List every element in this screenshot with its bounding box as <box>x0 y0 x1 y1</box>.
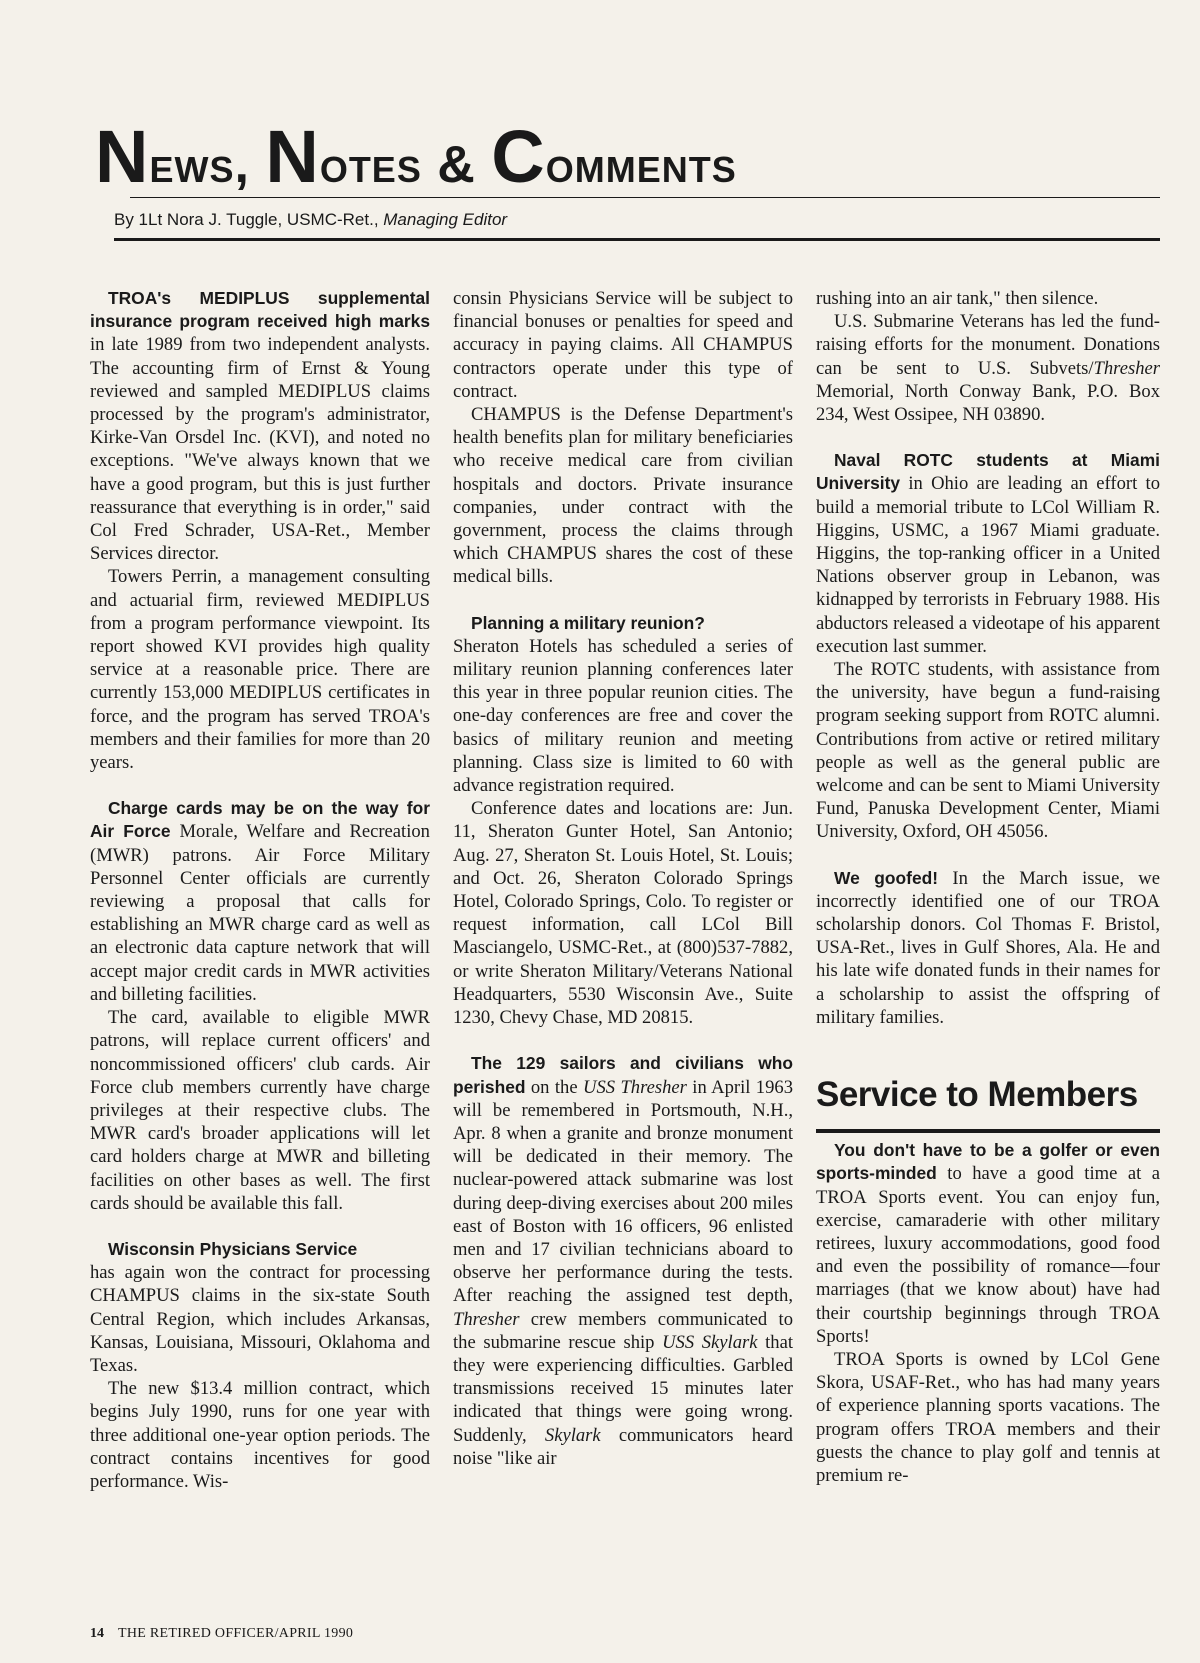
article-reunion-paragraph: Conference dates and locations are: Jun. 11, Sheraton Gunter Hotel, San Antonio; Aug. 27, Sheraton St. Louis Hotel, St. Louis; and Oct. 26, Sheraton Colorado Springs Hotel, Colorado Springs, Colo. To register or request information, call LCol Bill Masciangelo, USMC-Ret., at (800)537-7882, or write Sheraton Military/Veterans National Headquarters, 5530 Wisconsin Ave., Suite 1230, Chevy Chase, MD 20815. <box>453 798 793 1029</box>
publication-line: THE RETIRED OFFICER/APRIL 1990 <box>118 1626 354 1641</box>
byline-author: By 1Lt Nora J. Tuggle, USMC-Ret., <box>114 210 384 229</box>
article-thresher-paragraph <box>816 310 1160 426</box>
article-correction-lead <box>816 867 1160 1029</box>
article-thresher-text-4: that they were experiencing difficulties. Garbled transmissions received 15 minutes later indicated that things were going wrong. Suddenly, <box>453 1331 793 1446</box>
article-wps-continued: consin Physicians Service will be subject to financial bonuses or penalties for speed and accuracy in paying claims. All CHAMPUS contractors operate under this type of contract. <box>453 288 793 402</box>
title-word-comments: omments <box>545 136 737 194</box>
article-mediplus-headline: TROA's MEDIPLUS supplemental insurance program received high marks <box>90 288 430 332</box>
ship-name-skylark-2: Skylark <box>544 1424 601 1446</box>
article-correction-text: In the March issue, we incorrectly identified one of our TROA scholarship donors. Col Thomas F. Bristol, USA-Ret., lives in Gulf Shores, Ala. He and his late wife donated funds in their names for a scholarship to assist the offspring of military families. <box>816 867 1160 1028</box>
article-rotc-lead <box>816 449 1160 658</box>
title-initial-n: N <box>95 115 150 198</box>
article-rotc-headline: Naval ROTC students at Miami University <box>816 450 1160 494</box>
article-wps-text: has again won the contract for processing CHAMPUS claims in the six-state South Central Region, which includes Arkansas, Kansas, Louisiana, Missouri, Oklahoma and Texas. <box>90 1262 430 1376</box>
article-thresher-donation-text-2: Memorial, North Conway Bank, P.O. Box 234, West Ossipee, NH 03890. <box>816 380 1160 426</box>
title-word-news: ews, <box>149 136 266 194</box>
column-left <box>90 287 430 1493</box>
byline-role: Managing Editor <box>383 210 508 229</box>
title-word-notes: otes & <box>319 136 492 194</box>
article-reunion-text: Sheraton Hotels has scheduled a series of military reunion planning conferences later this year in three popular reunion cities. The one-day conferences are free and cover the basics of military reunion and meeting planning. Class size is limited to 60 with advance registration required. <box>453 635 793 797</box>
article-rotc-paragraph: The ROTC students, with assistance from the university, have begun a fund-raising program seeking support from ROTC alumni. Contributions from active or retired military people as well as the general public are welcome and can be sent to Miami University Fund, Panuska Development Center, Miami University, Oxford, OH 45056. <box>816 659 1160 843</box>
article-mediplus-text: in late 1989 from two independent analysts. The accounting firm of Ernst & Young reviewed and sampled MEDIPLUS claims processed by the program's administrator, Kirke-Van Orsdel Inc. (KVI), and noted no exceptions. "We've always known that we have a good program, but this is just further reassurance that everything is in order," said Col Fred Schrader, USA-Ret., Member Services director. <box>90 334 430 565</box>
ship-name-skylark: USS Skylark <box>662 1331 758 1353</box>
article-reunion-headline: Planning a military reunion? <box>471 612 705 633</box>
page-number: 14 <box>90 1626 104 1641</box>
article-wps-headline: Wisconsin Physicians Service <box>108 1238 358 1259</box>
article-thresher-text-1: on the <box>525 1076 584 1098</box>
ship-name-thresher-2: Thresher <box>453 1308 520 1330</box>
article-thresher-continued: rushing into an air tank," then silence. <box>816 288 1099 309</box>
article-thresher-donation-text-1: U.S. Submarine Veterans has led the fund-raising efforts for the monument. Donations can be sent to U.S. Subvets/ <box>816 311 1160 379</box>
page-title <box>95 115 737 198</box>
article-charge-cards-text: Morale, Welfare and Recreation (MWR) patrons. Air Force Military Personnel Center officials are currently reviewing a proposal that calls for establishing an MWR charge card as well as an electronic data capture network that will accept major credit cards in MWR activities and billeting facilities. <box>90 821 430 1005</box>
article-charge-cards-headline: Charge cards may be on the way for Air Force <box>90 798 430 842</box>
section-divider <box>816 1129 1160 1133</box>
article-mediplus-paragraph: Towers Perrin, a management consulting and actuarial firm, reviewed MEDIPLUS from a program performance viewpoint. Its report showed KVI provides high quality service at a reasonable price. There are currently 153,000 MEDIPLUS certificates in force, and the program has served TROA's members and their families for more than 20 years. <box>90 566 430 774</box>
section-heading-service-to-members: Service to Members <box>816 1075 1138 1115</box>
article-charge-cards-lead <box>90 797 430 1006</box>
article-thresher-lead <box>453 1052 793 1470</box>
article-wps-paragraph: The new $13.4 million contract, which begins July 1990, runs for one year with three additional one-year option periods. The contract contains incentives for good performance. Wis- <box>90 1378 430 1492</box>
article-reunion-lead <box>453 612 793 635</box>
article-thresher-text-2: in April 1963 will be remembered in Portsmouth, N.H., Apr. 8 when a granite and bronze monument will be dedicated in their memory. The nuclear-powered attack submarine was lost during deep-diving exercises about 200 miles east of Boston with 16 officers, 96 enlisted men and 17 civilian technicians aboard to observe her performance during the tests. After reaching the assigned test depth, <box>453 1076 793 1307</box>
article-mediplus-lead <box>90 287 430 565</box>
article-thresher-text-3: crew members communicated to the submarine rescue ship <box>453 1308 793 1353</box>
article-troa-sports-paragraph: TROA Sports is owned by LCol Gene Skora, USAF-Ret., who has had many years of experience planning sports vacations. The program offers TROA members and their guests the chance to play golf and tennis at premium re- <box>816 1348 1160 1486</box>
column-right <box>816 287 1160 1487</box>
article-troa-sports-lead <box>816 1139 1160 1348</box>
article-troa-sports-headline: You don't have to be a golfer or even sports-minded <box>816 1140 1160 1184</box>
page-footer <box>90 1626 353 1642</box>
article-troa-sports-text: to have a good time at a TROA Sports event. You can enjoy fun, exercise, camaraderie with other military retirees, luxury accommodations, good food and even the possibility of romance—four marriages (that we know about) have had their courtship beginnings through TROA Sports! <box>816 1163 1160 1347</box>
article-thresher-text-5: communicators heard noise "like air <box>453 1424 793 1469</box>
article-champus-paragraph: CHAMPUS is the Defense Department's health benefits plan for military beneficiaries who receive medical care from civilian hospitals and doctors. Private insurance companies, under contract with the government, process the claims through which CHAMPUS shares the cost of these medical bills. <box>453 404 793 588</box>
article-correction-headline: We goofed! <box>834 867 939 888</box>
article-wps-lead <box>90 1238 430 1261</box>
article-charge-cards-paragraph: The card, available to eligible MWR patrons, will replace current officers' and noncommissioned officers' club cards. Air Force club members currently have charge privileges at their respective clubs. The MWR card's broader applications will let card holders charge at MWR and billeting facilities on other bases as well. The first cards should be available this fall. <box>90 1007 430 1214</box>
title-underline <box>130 197 1160 198</box>
header-divider <box>114 238 1160 241</box>
title-initial-n2: N <box>265 115 320 198</box>
title-initial-c: C <box>491 115 546 198</box>
ship-name-thresher-3: Thresher <box>1093 357 1160 379</box>
byline <box>114 210 507 230</box>
ship-name-thresher: USS Thresher <box>583 1076 687 1098</box>
column-middle <box>453 287 793 1470</box>
article-rotc-text: in Ohio are leading an effort to build a memorial tribute to LCol William R. Higgins, USMC, a 1967 Miami graduate. Higgins, the top-ranking officer in a United Nations observer group in Lebanon, was kidnapped by terrorists in February 1988. His abductors released a videotape of his apparent execution last summer. <box>816 473 1160 657</box>
article-thresher-headline: The 129 sailors and civilians who perished <box>453 1053 793 1097</box>
